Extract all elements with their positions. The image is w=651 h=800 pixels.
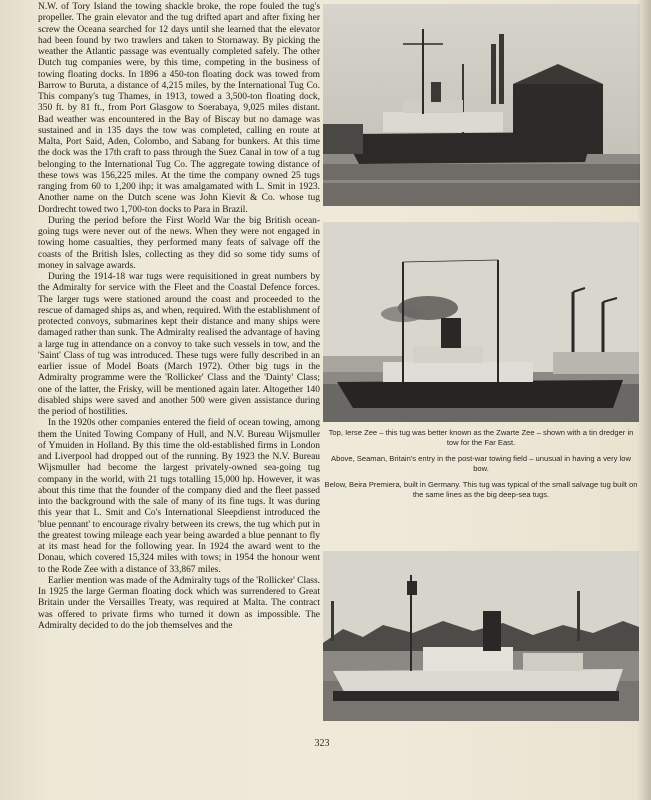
- photo-beira-premiera: [323, 551, 639, 721]
- article-paragraph-2: During the period before the First World War the big British ocean-going tugs were never out of the news. When they were not engaged in towing home casualties, they performed many feats of salvage off the coasts of the British Isles, collecting as they did so some tidy sums of money in salvage awards.: [38, 215, 320, 271]
- photo-seaman: [323, 222, 639, 422]
- photo-seaman-image: [323, 222, 639, 422]
- article-paragraph-3: During the 1914-18 war tugs were requisitioned in great numbers by the Admiralty for service with the Fleet and the Coastal Defence forces. The larger tugs were stationed around the coast and proceeded to the rescue of damaged ships as, and when, required. With the establishment of protected convoys, submarines kept their distance and many ships were damaged rather than sunk. The Admiralty realised the advantage of having a large tug in attendance on a convoy to take such vessels in tow, and the 'Saint' Class of tug was introduced. These tugs were fully described in an earlier issue of Model Boats (March 1972). Other big tugs in the Admiralty programme were the 'Rollicker' Class and the 'Dainty' Class; one of the latter, the Frisky, will be mentioned again later. Altogether 140 disabled ships were saved and another 500 were given assistance during the period of hostilities.: [38, 272, 320, 417]
- caption-block: [323, 428, 639, 538]
- article-paragraph-1: N.W. of Tory Island the towing shackle broke, the rope fouled the tug's propeller. The grain elevator and the tug drifted apart and after fixing her screw the Oceana searched for 12 days until she learned that the elevator had been found by two trawlers and taken to Stornaway. By picking the weather the Atlantic passage was eventually completed safely. The other Dutch tug companies were, by this time, competing in the business of towing floating docks. In 1896 a 450-ton floating dock was towed from Barrow to Buruta, a distance of 4,215 miles, by the International Tug Co. This company's tug Thames, in 1913, towed a 3,500-ton floating dock, 350 ft. by 81 ft., from Port Glasgow to Soerabaya, 9,025 miles distant. Bad weather was encountered in the Bay of Biscay but no damage was sustained and in 135 days the tow was completed, calling en route at Malta, Port Said, Aden, Colombo, and Sabang for bunkers. At this time the dock was the 17th craft to pass through the Suez Canal in tow of a tug belonging to the International Tug Co. The aggregate towing distance of these tows was 156,225 miles. At the time the company owned 25 tugs ranging from 60 to 1,200 ihp; it was amalgamated with L. Smit in 1923. Another name on the Dutch scene was John Kievit & Co. whose tug Dordrecht towed two 1,700-ton docks to Para in Brazil.: [38, 2, 320, 215]
- caption-below: Below, Beira Premiera, built in Germany. This tug was typical of the small salvage tug built on the same lines as the big deep-sea tugs.: [324, 480, 638, 499]
- photo-ierse-zee: [323, 4, 640, 206]
- article-column: [38, 2, 320, 720]
- photo-beira-premiera-image: [323, 551, 639, 721]
- article-paragraph-5: Earlier mention was made of the Admiralty tugs of the 'Rollicker' Class. In 1925 the large German floating dock which was surrendered to Great Britain under the Versailles Treaty, was required at Malta. The contract was offered to private firms who turned it down as impossible. The Admiralty decided to do the job themselves and the: [38, 575, 320, 631]
- photo-ierse-zee-image: [323, 4, 640, 206]
- caption-top: Top, Ierse Zee – this tug was better known as the Zwarte Zee – shown with a tin dredger in tow for the Far East.: [328, 428, 634, 447]
- caption-above: Above, Seaman, Britain's entry in the post-war towing field – unusual in having a very low bow.: [331, 454, 631, 473]
- article-paragraph-4: In the 1920s other companies entered the field of ocean towing, among them the United Towing Company of Hull, and N.V. Bureau Wijsmuller of Ymuiden in Holland. By this time the old-established firms in London and Liverpool had dropped out of the running. By 1923 the N.V. Bureau Wijsmuller had become the largest privately-owned sea-going tug company in the world, with 21 tugs totalling 15,000 hp. However, it was about this time that the founder of the company died and the fleet passed into the background with the sale of many of its fine tugs. It was during this year that L. Smit and Co's International Sleepdienst introduced the 'blue pennant' to encourage rivalry between its crews, the tug which put in the greatest towing mileage each year being awarded a blue pennant to fly at its mast head for the following year. In 1924 the award went to the Donau, which covered 15,324 miles with tows; in 1954 the honour went to the Rode Zee with a distance of 33,867 miles.: [38, 418, 320, 575]
- spine-shadow: [637, 0, 651, 800]
- page-number: 323: [314, 738, 330, 749]
